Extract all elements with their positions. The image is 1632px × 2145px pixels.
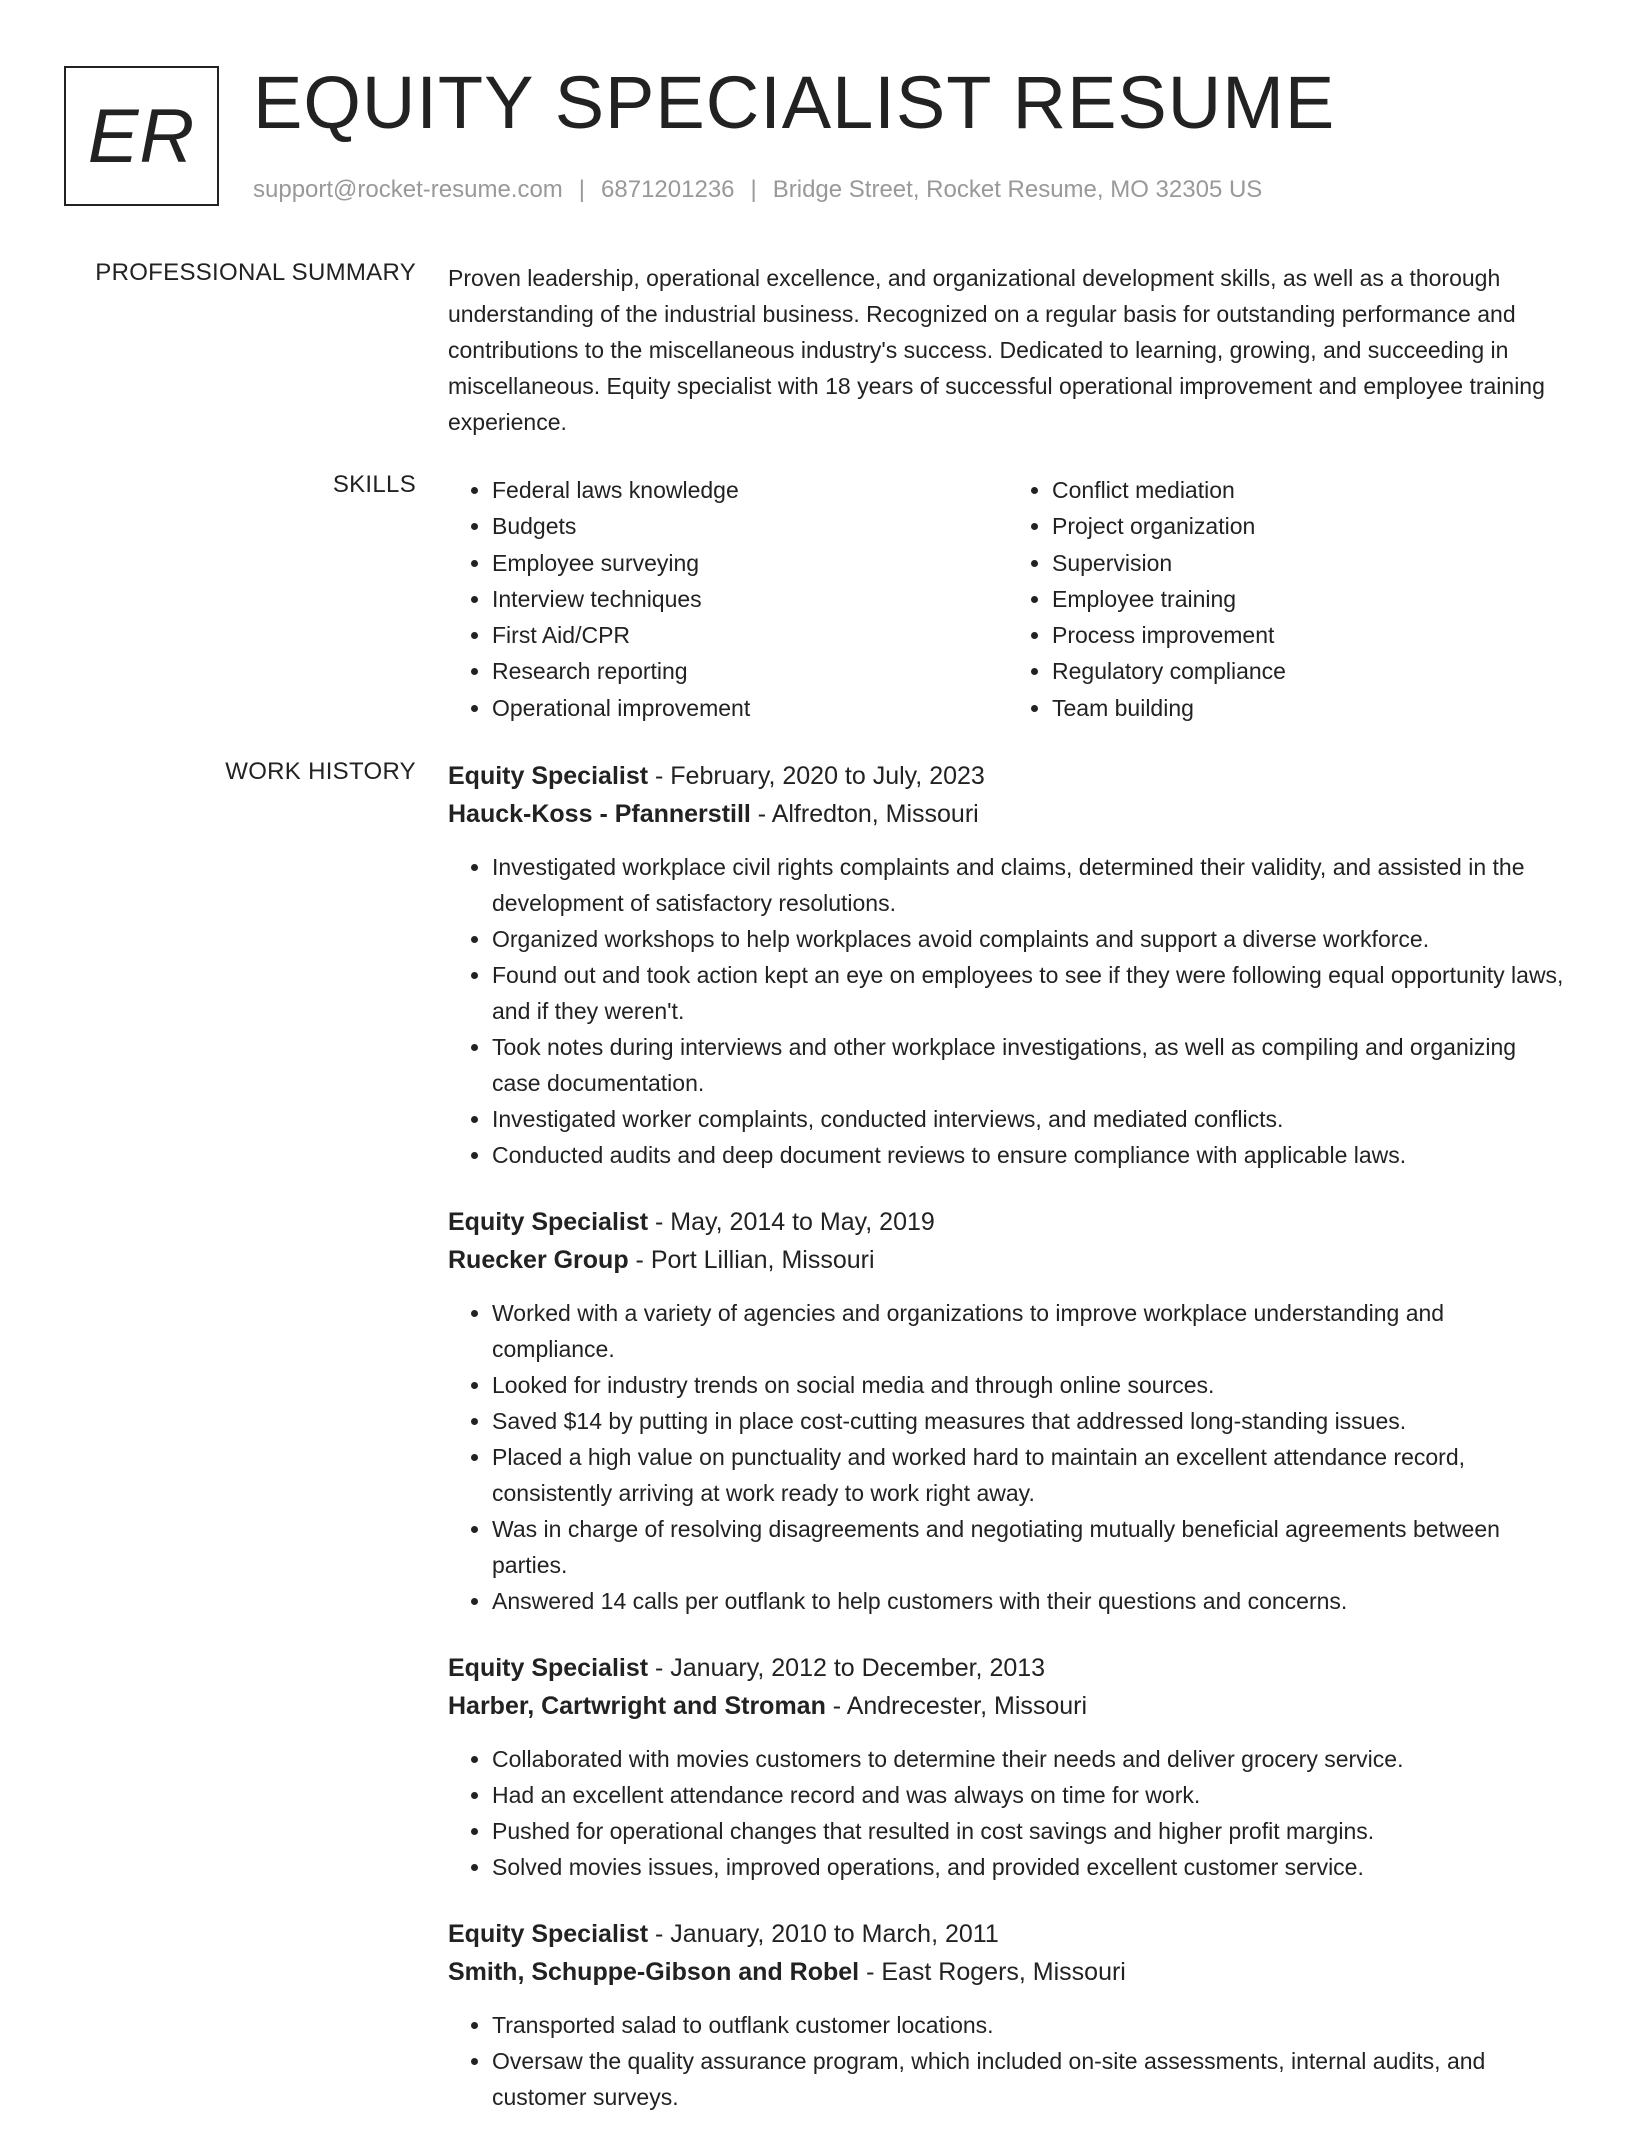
- skill-item: • Employee training: [1052, 581, 1568, 617]
- job-bullet: • Was in charge of resolving disagreements and negotiating mutually beneficial agreements between parties.: [492, 1511, 1568, 1583]
- job-bullet: • Investigated worker complaints, conducted interviews, and mediated conflicts.: [492, 1101, 1568, 1137]
- job-company: Smith, Schuppe-Gibson and Robel: [448, 1958, 860, 1986]
- job-company: Ruecker Group: [448, 1246, 629, 1274]
- job-title: Equity Specialist: [448, 1654, 649, 1682]
- section-label-summary: PROFESSIONAL SUMMARY: [95, 259, 416, 286]
- job-bullet-list: [448, 2007, 1568, 2115]
- job-dates: - January, 2010 to March, 2011: [648, 1920, 999, 1948]
- job-dates: - February, 2020 to July, 2023: [648, 762, 985, 790]
- job-location: - Port Lillian, Missouri: [628, 1246, 875, 1274]
- skill-item: • Project organization: [1052, 508, 1568, 544]
- skill-item: • Budgets: [492, 508, 1008, 544]
- job-bullet-list: [448, 1295, 1568, 1619]
- contact-email[interactable]: support@rocket-resume.com: [253, 176, 563, 203]
- job-company-line: [448, 1687, 1568, 1725]
- skills-list-left: [448, 472, 1008, 726]
- job-bullet: • Worked with a variety of agencies and organizations to improve workplace understanding and compliance.: [492, 1295, 1568, 1367]
- job-company: Hauck-Koss - Pfannerstill: [448, 800, 751, 828]
- job-entry: [448, 1203, 1568, 1619]
- skill-item: • Conflict mediation: [1052, 472, 1568, 508]
- contact-separator: |: [750, 176, 757, 203]
- work-history-body: [448, 757, 1568, 2145]
- skill-item: • Regulatory compliance: [1052, 653, 1568, 689]
- resume-title: EQUITY SPECIALIST RESUME: [253, 61, 1336, 144]
- job-bullet: • Organized workshops to help workplaces avoid complaints and support a diverse workforce.: [492, 921, 1568, 957]
- job-bullet-list: [448, 1741, 1568, 1885]
- job-title: Equity Specialist: [448, 762, 649, 790]
- job-bullet: • Found out and took action kept an eye on employees to see if they were following equal opportunity laws, and if they weren't.: [492, 957, 1568, 1029]
- job-bullet: • Solved movies issues, improved operations, and provided excellent customer service.: [492, 1849, 1568, 1885]
- job-company-line: [448, 1241, 1568, 1279]
- job-bullet: • Pushed for operational changes that resulted in cost savings and higher profit margins.: [492, 1813, 1568, 1849]
- job-bullet: • Investigated workplace civil rights complaints and claims, determined their validity, and assisted in the development of satisfactory resolutions.: [492, 849, 1568, 921]
- job-bullet-list: [448, 849, 1568, 1173]
- skills-columns: [448, 472, 1568, 726]
- job-company-line: [448, 1953, 1568, 1991]
- skill-item: • Interview techniques: [492, 581, 1008, 617]
- skills-body: [448, 472, 1568, 726]
- contact-line: [253, 176, 1262, 204]
- summary-body: [448, 260, 1568, 440]
- job-bullet: • Oversaw the quality assurance program, which included on-site assessments, internal audits, and customer surveys.: [492, 2043, 1568, 2115]
- monogram-text: ER: [87, 93, 196, 179]
- job-bullet: • Transported salad to outflank customer locations.: [492, 2007, 1568, 2043]
- skill-item: • Research reporting: [492, 653, 1008, 689]
- contact-phone[interactable]: 6871201236: [601, 176, 735, 203]
- job-company: Harber, Cartwright and Stroman: [448, 1692, 826, 1720]
- job-title-line: [448, 1203, 1568, 1241]
- job-entry: [448, 1915, 1568, 2115]
- job-dates: - May, 2014 to May, 2019: [648, 1208, 935, 1236]
- job-bullet: • Answered 14 calls per outflank to help customers with their questions and concerns.: [492, 1583, 1568, 1619]
- skill-item: • Employee surveying: [492, 545, 1008, 581]
- job-bullet: • Placed a high value on punctuality and worked hard to maintain an excellent attendance record, consistently arriving at work ready to work right away.: [492, 1439, 1568, 1511]
- job-location: - Alfredton, Missouri: [750, 800, 979, 828]
- section-label-work-history: WORK HISTORY: [225, 758, 416, 785]
- skill-item: • Process improvement: [1052, 617, 1568, 653]
- job-bullet: • Conducted audits and deep document reviews to ensure compliance with applicable laws.: [492, 1137, 1568, 1173]
- job-title-line: [448, 757, 1568, 795]
- job-bullet: • Had an excellent attendance record and was always on time for work.: [492, 1777, 1568, 1813]
- job-location: - East Rogers, Missouri: [859, 1958, 1126, 1986]
- job-entry: [448, 757, 1568, 1173]
- summary-text: Proven leadership, operational excellence, and organizational development skills, as well as a thorough understanding of the industrial business. Recognized on a regular basis for outstanding performance and contributions to the miscellaneous industry's success. Dedicated to learning, growing, and succeeding in miscellaneous. Equity specialist with 18 years of successful operational improvement and employee training experience.: [448, 265, 1545, 435]
- job-bullet: • Collaborated with movies customers to determine their needs and deliver grocery service.: [492, 1741, 1568, 1777]
- job-title-line: [448, 1915, 1568, 1953]
- job-bullet: • Looked for industry trends on social media and through online sources.: [492, 1367, 1568, 1403]
- job-dates: - January, 2012 to December, 2013: [648, 1654, 1046, 1682]
- job-entry: [448, 1649, 1568, 1885]
- job-bullet: • Took notes during interviews and other workplace investigations, as well as compiling and organizing case documentation.: [492, 1029, 1568, 1101]
- skill-item: • Supervision: [1052, 545, 1568, 581]
- skill-item: • Federal laws knowledge: [492, 472, 1008, 508]
- skill-item: • Operational improvement: [492, 690, 1008, 726]
- section-label-skills: SKILLS: [332, 471, 416, 498]
- job-bullet: • Saved $14 by putting in place cost-cutting measures that addressed long-standing issues.: [492, 1403, 1568, 1439]
- job-title-line: [448, 1649, 1568, 1687]
- job-location: - Andrecester, Missouri: [825, 1692, 1088, 1720]
- job-title: Equity Specialist: [448, 1920, 649, 1948]
- job-title: Equity Specialist: [448, 1208, 649, 1236]
- job-company-line: [448, 795, 1568, 833]
- skills-list-right: [1008, 472, 1568, 726]
- contact-separator: |: [578, 176, 586, 203]
- skill-item: • First Aid/CPR: [492, 617, 1008, 653]
- skill-item: • Team building: [1052, 690, 1568, 726]
- contact-address: Bridge Street, Rocket Resume, MO 32305 US: [772, 176, 1263, 203]
- monogram-logo: [64, 66, 219, 206]
